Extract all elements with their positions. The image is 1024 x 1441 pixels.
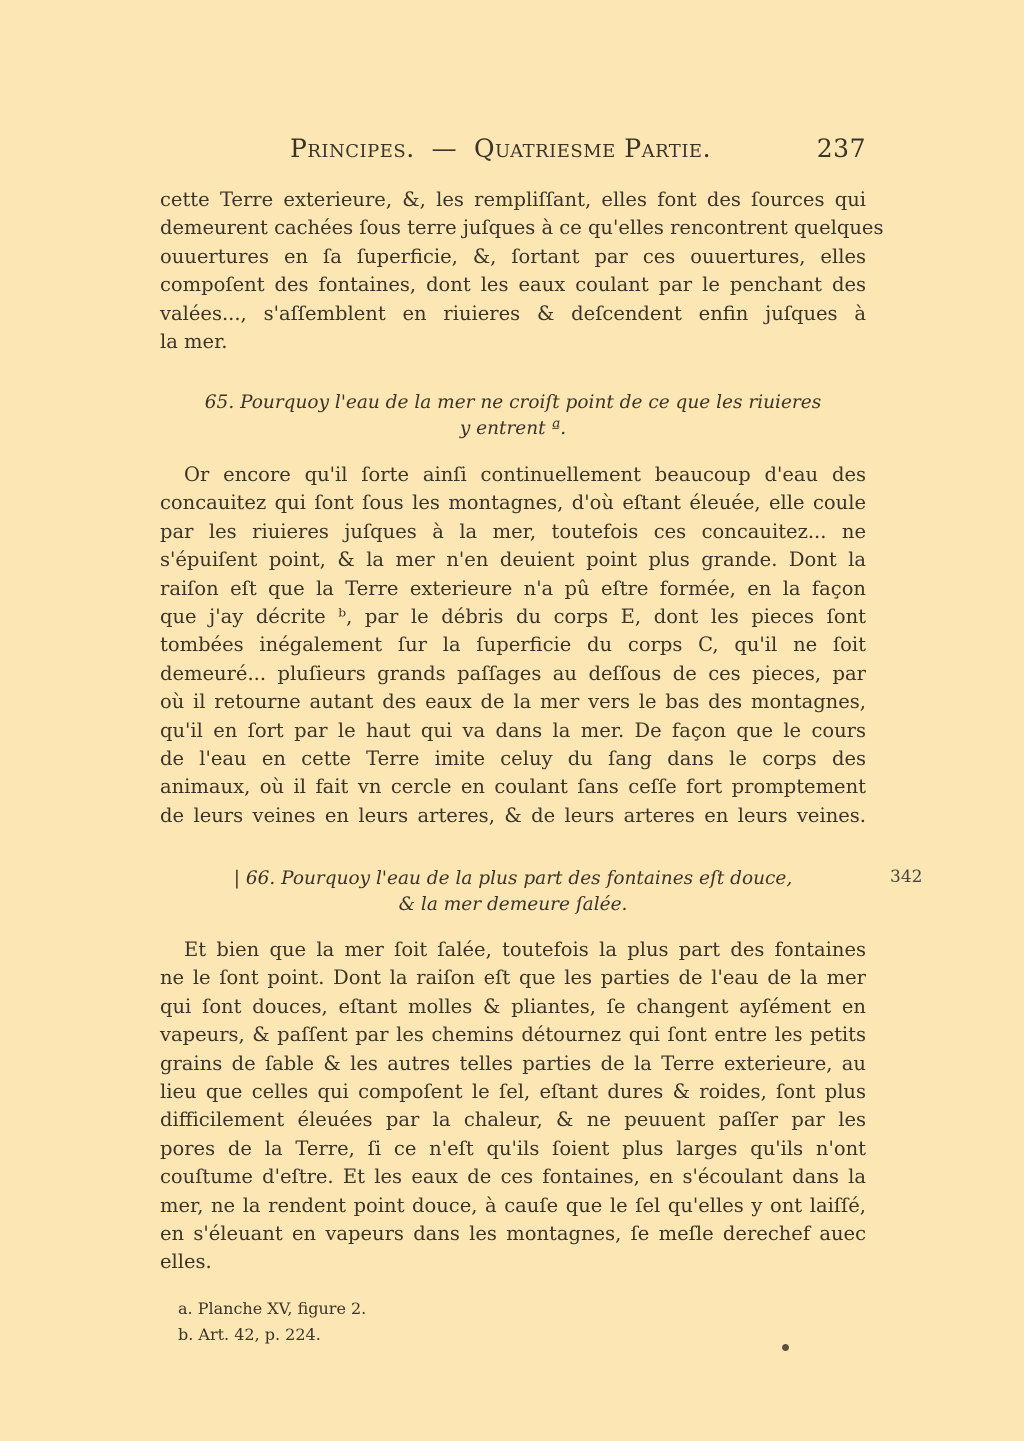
text-line: animaux, où il fait vn cercle en coulant ſans ceſſe fort promptement xyxy=(160,775,866,799)
margin-page-number: 342 xyxy=(890,867,923,887)
footnote-b: b. Art. 42, p. 224. xyxy=(178,1325,321,1344)
text-line: ouuertures en ſa ſuperficie, &, ſortant par ces ouuertures, elles xyxy=(160,244,866,268)
text-line: compoſent des fontaines, dont les eaux coulant par le penchant des xyxy=(160,273,866,297)
text-line: ne le ſont point. Dont la raiſon eſt que les parties de l'eau de la mer xyxy=(160,966,866,990)
text-line: lieu que celles qui compoſent le ſel, eſtant dures & roides, ſont plus xyxy=(160,1080,866,1104)
text-line: demeuré... pluſieurs grands paſſages au deſſous de ces pieces, par xyxy=(160,661,866,685)
text-line: mer, ne la rendent point douce, à cauſe que le ſel qu'elles y ont laiſſé, xyxy=(160,1193,866,1217)
text-line: demeurent cachées ſous terre juſques à ce qu'elles rencontrent quelques xyxy=(160,216,884,240)
text-line: valées..., s'aſſemblent en riuieres & deſcendent enfin juſques à xyxy=(160,301,866,325)
footnotes xyxy=(178,1296,366,1348)
text-line: vapeurs, & paſſent par les chemins détournez qui ſont entre les petits xyxy=(160,1023,866,1047)
text-line: pores de la Terre, ſi ce n'eſt qu'ils ſoient plus larges qu'ils n'ont xyxy=(160,1136,866,1160)
paragraph-3 xyxy=(160,936,866,1277)
text-line: où il retourne autant des eaux de la mer vers le bas des montagnes, xyxy=(160,690,866,714)
text-line: de leurs veines en leurs arteres, & de leurs arteres en leurs veines. xyxy=(160,803,866,827)
text-line: difficilement éleuées par la chaleur, & ne peuuent paſſer par les xyxy=(160,1108,866,1132)
text-line: par les riuieres juſques à la mer, toutefois ces concauitez... ne xyxy=(160,519,866,543)
text-line: raiſon eſt que la Terre exterieure n'a pû eſtre formée, en la façon xyxy=(160,576,866,600)
text-line: concauitez qui ſont ſous les montagnes, d'où eſtant éleuée, elle coule xyxy=(160,491,866,515)
text-line: elles. xyxy=(160,1250,212,1274)
text-line: Or encore qu'il ſorte ainſi continuellement beaucoup d'eau des xyxy=(184,463,866,486)
header-title: Principes. — Quatriesme Partie. xyxy=(290,134,712,163)
text-line: en s'éleuant en vapeurs dans les montagnes, ſe meſle derechef auec xyxy=(160,1222,866,1246)
text-line: cette Terre exterieure, &, les rempliſſant, elles font des ſources qui xyxy=(160,188,866,211)
text-line: grains de ſable & les autres telles parties de la Terre exterieure, au xyxy=(160,1051,866,1075)
text-line: qu'il en ſort par le haut qui va dans la mer. De façon que le cours xyxy=(160,718,866,742)
page-number: 237 xyxy=(816,134,866,163)
text-line: la mer. xyxy=(160,330,228,354)
article-66-heading: | 66. Pourquoy l'eau de la plus part des fontaines eſt douce, & la mer demeure ſalée. xyxy=(233,868,793,915)
paragraph-2 xyxy=(160,461,866,830)
text-line: tombées inégalement ſur la ſuperficie du corps C, qu'il ne ſoit xyxy=(160,633,866,657)
running-header xyxy=(160,134,866,168)
text-line: s'épuiſent point, & la mer n'en deuient point plus grande. Dont la xyxy=(160,548,866,572)
text-line: qui ſont douces, eſtant molles & pliantes, ſe changent ayſément en xyxy=(160,994,866,1018)
footnote-a: a. Planche XV, figure 2. xyxy=(178,1299,367,1318)
text-line: couſtume d'eſtre. Et les eaux de ces fontaines, en s'écoulant dans la xyxy=(160,1165,866,1189)
text-line: de l'eau en cette Terre imite celuy du ſang dans le corps des xyxy=(160,747,866,771)
article-65-heading: 65. Pourquoy l'eau de la mer ne croiſt point de ce que les riuieres y entrent ª. xyxy=(204,392,822,439)
text-line: Et bien que la mer ſoit ſalée, toutefois la plus part des fontaines xyxy=(184,938,866,961)
paragraph-1 xyxy=(160,186,884,356)
text-line: que j'ay décrite ᵇ, par le débris du corps E, dont les pieces ſont xyxy=(160,605,866,629)
ink-dot xyxy=(782,1344,789,1351)
